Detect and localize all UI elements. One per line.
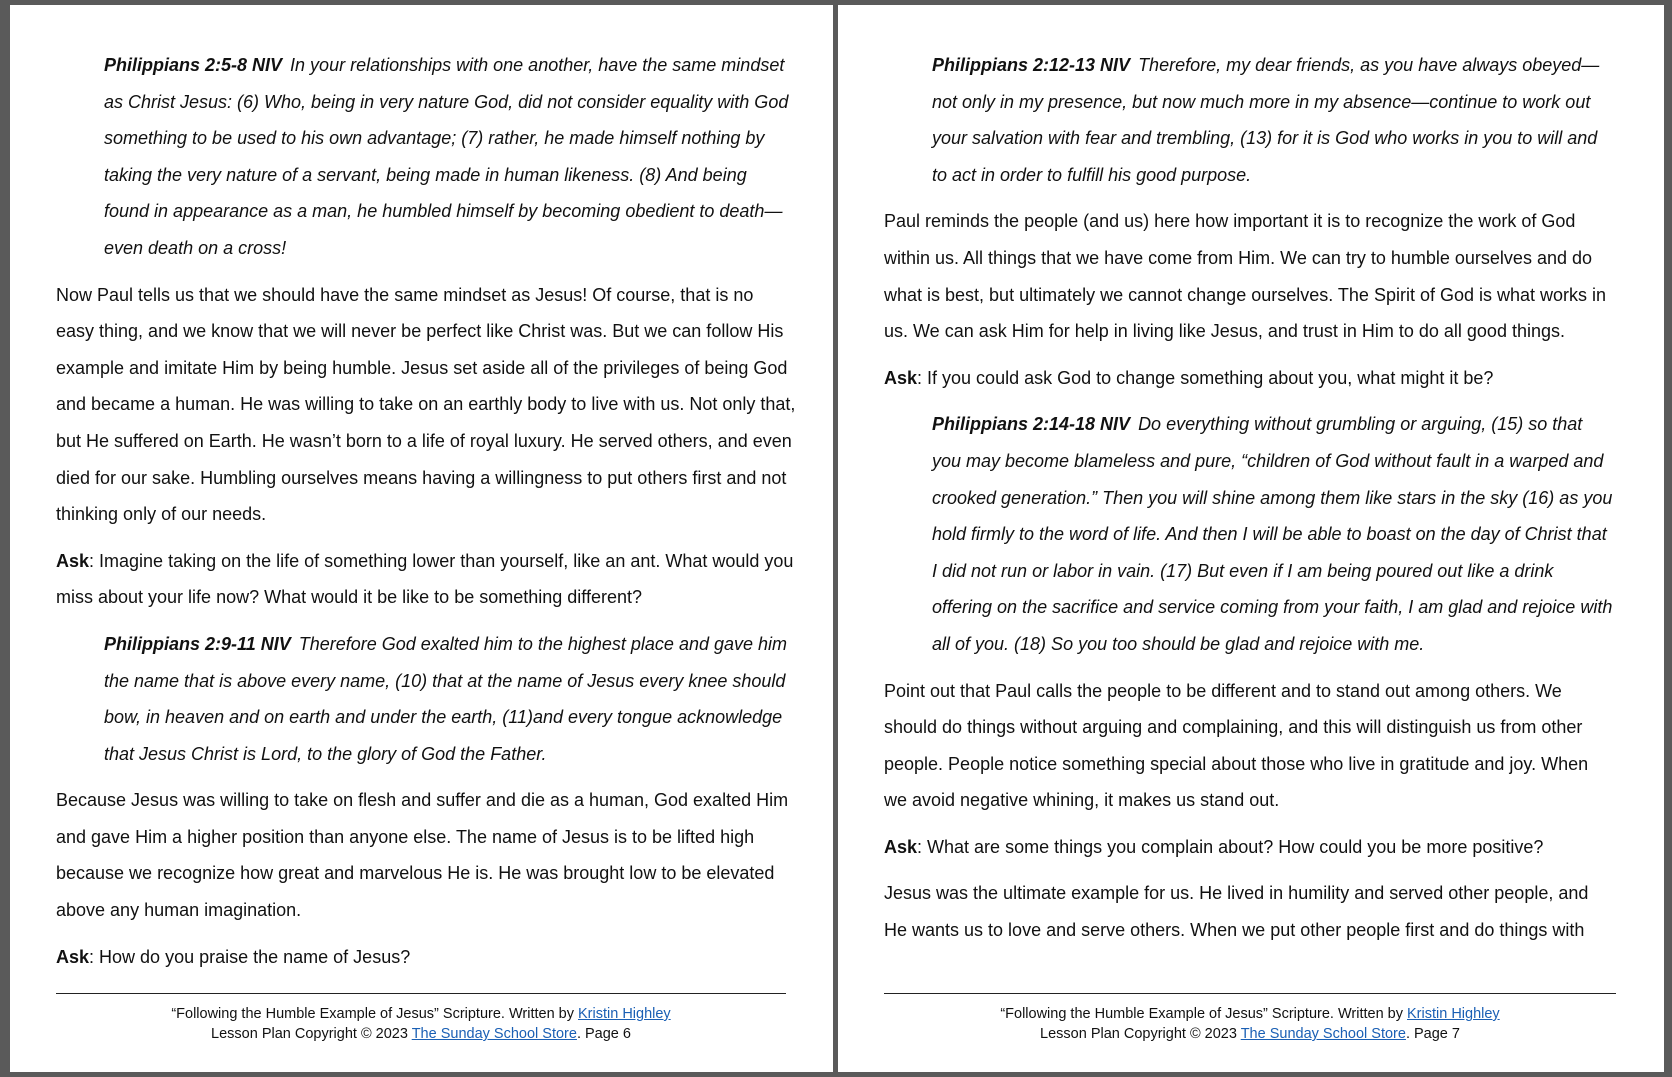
scripture-text: In your relationships with one another, have the same mindset as Christ Jesus: (6) Who, being in very nature God, did not consider equality with God something to be used to his own advantage; (7) rather, he made himself nothing by taking the very nature of a servant, being made in human likeness. (8) And being found in appearance as a man, he humbled himself by becoming obedient to death—even death on a cross! [104, 55, 789, 258]
page-6-content [56, 47, 796, 985]
scripture-reference: Philippians 2:14-18 NIV [932, 414, 1131, 435]
ask-question [56, 543, 796, 616]
footer-divider [56, 993, 786, 994]
page-7-content [884, 47, 1616, 959]
scripture-philippians-2-5-8 [104, 47, 796, 267]
footer-copyright-text: Lesson Plan Copyright © 2023 [1040, 1026, 1241, 1042]
body-paragraph: Now Paul tells us that we should have the same mindset as Jesus! Of course, that is no easy thing, and we know that we will never be perfect like Christ was. But we can follow His example and imitate Him by being humble. Jesus set aside all of the privileges of being God and became a human. He was willing to take on an earthly body to live with us. Not only that, but He suffered on Earth. He wasn’t born to a life of royal luxury. He served others, and even died for our sake. Humbling ourselves means having a willingness to put others first and not thinking only of our needs. [56, 284, 796, 525]
page-7 [838, 5, 1664, 1072]
ask-label: Ask [884, 367, 918, 388]
scripture-reference: Philippians 2:5-8 NIV [104, 55, 283, 75]
page-number: . Page 6 [576, 1026, 631, 1042]
footer-divider [884, 993, 1616, 994]
footer-credit-text: “Following the Humble Example of Jesus” Scripture. Written by [171, 1006, 579, 1022]
footer-copyright-text: Lesson Plan Copyright © 2023 [211, 1026, 412, 1042]
page-number: . Page 7 [1405, 1026, 1460, 1042]
page-6 [10, 5, 833, 1072]
footer-line-1 [884, 1004, 1616, 1024]
scripture-text: Therefore God exalted him to the highest place and gave him the name that is above every name, (10) that at the name of Jesus every knee should bow, in heaven and on earth and under the earth, (11)and every tongue acknowledge that Jesus Christ is Lord, to the glory of God the Father. [104, 633, 788, 764]
page-footer [884, 993, 1616, 1044]
page-footer [56, 993, 786, 1044]
store-link[interactable]: The Sunday School Store [411, 1026, 577, 1042]
author-link[interactable]: Kristin Highley [1407, 1006, 1500, 1022]
ask-text: : Imagine taking on the life of something lower than yourself, like an ant. What would you miss about your life now? What would it be like to be something different? [56, 550, 794, 608]
store-link[interactable]: The Sunday School Store [1240, 1026, 1406, 1042]
body-paragraph: Point out that Paul calls the people to be different and to stand out among others. We should do things without arguing and complaining, and this will distinguish us from other people. People notice something special about those who live in gratitude and joy. When we avoid negative whining, it makes us stand out. [884, 680, 1589, 811]
ask-text: : If you could ask God to change something about you, what might it be? [917, 367, 1494, 388]
ask-label: Ask [884, 836, 918, 857]
scripture-text: Do everything without grumbling or arguing, (15) so that you may become blameless and pure, “children of God without fault in a warped and crooked generation.” Then you will shine among them like stars in the sky (16) as you hold firmly to the word of life. And then I will be able to boast on the day of Christ that I did not run or labor in vain. (17) But even if I am being poured out like a drink offering on the sacrifice and service coming from your faith, I am glad and rejoice with all of you. (18) So you too should be glad and rejoice with me. [932, 414, 1613, 654]
scripture-reference: Philippians 2:12-13 NIV [932, 55, 1131, 75]
ask-label: Ask [56, 946, 90, 967]
ask-question [884, 829, 1616, 866]
footer-line-1 [56, 1004, 786, 1024]
scripture-philippians-2-9-11 [104, 626, 796, 772]
footer-line-2 [56, 1024, 786, 1044]
ask-text: : How do you praise the name of Jesus? [89, 946, 411, 967]
ask-question [56, 939, 796, 976]
footer-credit-text: “Following the Humble Example of Jesus” Scripture. Written by [1000, 1006, 1408, 1022]
ask-question [884, 360, 1616, 397]
scripture-philippians-2-12-13 [932, 47, 1616, 193]
scripture-philippians-2-14-18 [932, 406, 1616, 662]
author-link[interactable]: Kristin Highley [578, 1006, 671, 1022]
body-paragraph: Paul reminds the people (and us) here how important it is to recognize the work of God within us. All things that we have come from Him. We can try to humble ourselves and do what is best, but ultimately we cannot change ourselves. The Spirit of God is what works in us. We can ask Him for help in living like Jesus, and trust in Him to do all good things. [884, 211, 1607, 342]
body-paragraph: Jesus was the ultimate example for us. He lived in humility and served other people, and He wants us to love and serve others. When we put other people first and do things with [884, 883, 1589, 941]
scripture-reference: Philippians 2:9-11 NIV [104, 633, 291, 654]
scripture-text: Therefore, my dear friends, as you have always obeyed—not only in my presence, but now much more in my absence—continue to work out your salvation with fear and trembling, (13) for it is God who works in you to will and to act in order to fulfill his good purpose. [932, 55, 1600, 185]
ask-label: Ask [56, 550, 90, 571]
ask-text: : What are some things you complain about? How could you be more positive? [917, 836, 1544, 857]
footer-line-2 [884, 1024, 1616, 1044]
body-paragraph: Because Jesus was willing to take on flesh and suffer and die as a human, God exalted Him and gave Him a higher position than anyone else. The name of Jesus is to be lifted high because we recognize how great and marvelous He is. He was brought low to be elevated above any human imagination. [56, 790, 789, 921]
